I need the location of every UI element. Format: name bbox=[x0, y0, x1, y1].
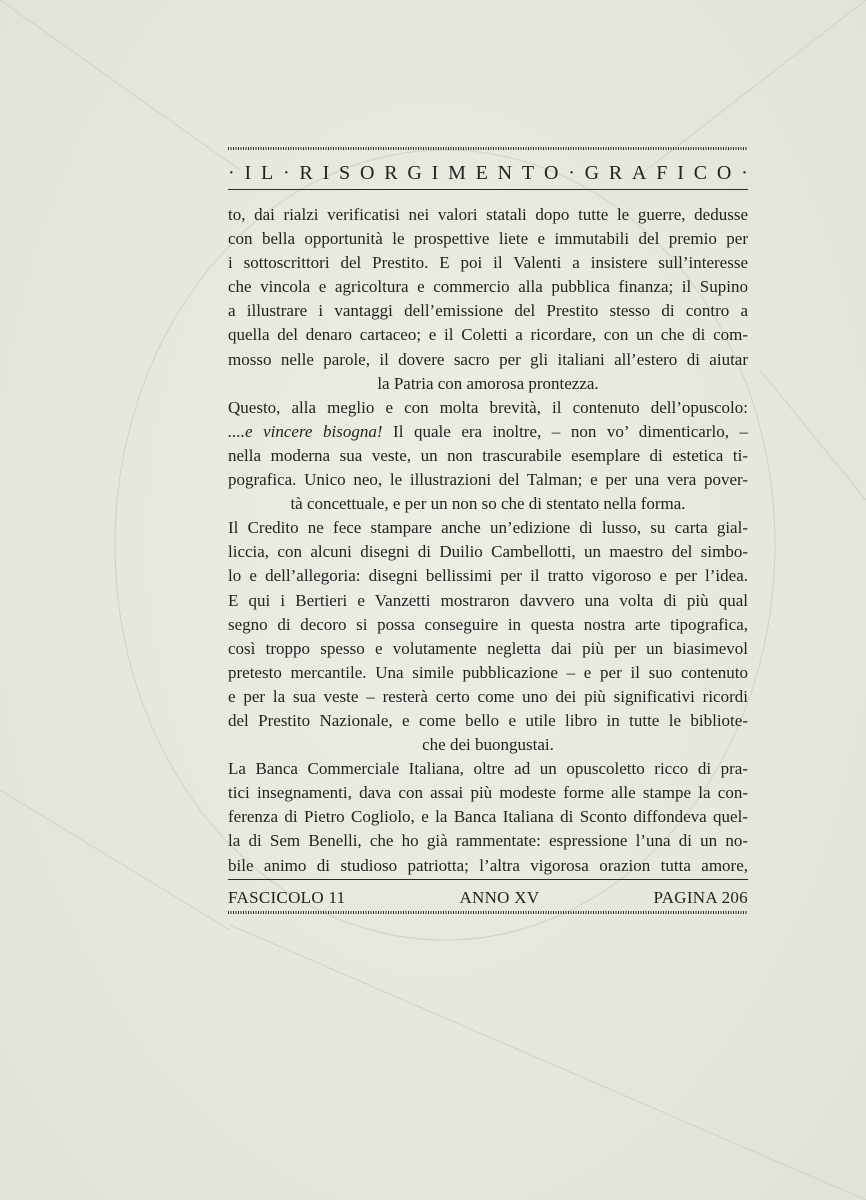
running-head-letter: · bbox=[568, 161, 575, 184]
footer-fascicolo: FASCICOLO 11 bbox=[228, 888, 346, 907]
running-head-letter: M bbox=[448, 161, 466, 184]
text-line: La Banca Commerciale Italiana, oltre ad un opuscoletto ricco di pra- bbox=[228, 759, 748, 779]
running-head-letter: I bbox=[322, 161, 330, 184]
text-line: ferenza di Pietro Cogliolo, e la Banca Italiana di Sconto diffondeva quel- bbox=[228, 807, 748, 827]
running-head-letter: · bbox=[228, 161, 235, 184]
text-line: pografica. Unico neo, le illustrazioni del Talman; e per una vera pover- bbox=[228, 470, 748, 490]
text-line: nella moderna sua veste, un non trascurabile esemplare di estetica ti- bbox=[228, 445, 748, 465]
text-line: to, dai rialzi verificatisi nei valori statali dopo tutte le guerre, dedusse bbox=[228, 205, 748, 224]
text-line: Il Credito ne fece stampare anche un’edizione di lusso, su carta gial- bbox=[228, 518, 748, 538]
text-line: mosso nelle parole, il dovere sacro per gli italiani all’estero di aiutar bbox=[228, 349, 748, 369]
running-head-letter: I bbox=[677, 161, 684, 184]
header-solid-rule bbox=[228, 189, 748, 190]
footer-solid-rule bbox=[228, 879, 748, 880]
footer-anno: ANNO XV bbox=[459, 888, 540, 907]
article-body bbox=[228, 203, 748, 878]
text-line: a illustrare i vantaggi dell’emissione del Prestito stesso di contro a bbox=[228, 301, 748, 321]
text-line: liccia, con alcuni disegni di Duilio Cambellotti, un maestro del simbo- bbox=[228, 542, 748, 562]
running-head-letter: I bbox=[244, 161, 252, 184]
running-head bbox=[228, 160, 748, 186]
text-line: i sottoscrittori del Prestito. E poi il Valenti a insistere sull’interesse bbox=[228, 253, 748, 273]
text-line: E qui i Bertieri e Vanzetti mostraron davvero una volta di più qual bbox=[228, 590, 748, 610]
running-head-letter: O bbox=[359, 161, 375, 184]
italic-phrase: ....e vincere bisogna! bbox=[228, 421, 383, 441]
text-line: che dei buongustai. bbox=[422, 735, 554, 755]
text-line: quella del denaro cartaceo; e il Coletti a ricordare, con un che di com- bbox=[228, 325, 748, 345]
text-line: tà concettuale, e per un non so che di stentato nella forma. bbox=[290, 494, 686, 514]
running-head-letter: A bbox=[632, 161, 647, 184]
footer-dotted-rule bbox=[228, 911, 748, 914]
text-line: tici insegnamenti, dava con assai più modeste forme alle stampe la con- bbox=[228, 783, 748, 803]
page-footer bbox=[228, 886, 748, 910]
running-head-letter: O bbox=[716, 161, 732, 184]
text-line: e per la sua veste – resterà certo come uno dei più significativi ricordi bbox=[228, 686, 748, 706]
text-line: Questo, alla meglio e con molta brevità, il contenuto dell’opuscolo: bbox=[228, 397, 748, 417]
text-line-rest: Il quale era inoltre, – non vo’ dimenticarlo, – bbox=[382, 421, 748, 441]
running-head-letter: · bbox=[741, 161, 748, 184]
text-line: così troppo spesso e volutamente negletta dai più per un biasimevol bbox=[228, 638, 748, 658]
header-dotted-rule bbox=[228, 147, 748, 150]
text-line: del Prestito Nazionale, e come bello e utile libro in tutte le bibliote- bbox=[228, 710, 748, 730]
running-head-letter: E bbox=[475, 161, 488, 184]
text-line: che vincola e agricoltura e commercio alla pubblica finanza; il Supino bbox=[228, 277, 748, 297]
text-line: bile animo di studioso patriotta; l’altra vigorosa orazion tutta amore, bbox=[228, 855, 748, 875]
running-head-letter: F bbox=[656, 161, 668, 184]
running-head-letter: L bbox=[260, 161, 274, 184]
running-head-letter: T bbox=[521, 161, 535, 184]
running-head-letter: O bbox=[543, 161, 559, 184]
running-head-letter: G bbox=[407, 161, 422, 184]
text-line: lo e dell’allegoria: disegni bellissimi per il tratto vigoroso e per l’idea. bbox=[228, 566, 748, 586]
text-line bbox=[228, 420, 748, 444]
running-head-letter: N bbox=[497, 161, 513, 184]
running-head-letter: C bbox=[693, 161, 708, 184]
text-line: segno di decoro si possa conseguire in questa nostra arte tipografica, bbox=[228, 614, 748, 634]
running-head-letter: G bbox=[584, 161, 600, 184]
text-line: pretesto mercantile. Una simile pubblicazione – e per il suo contenuto bbox=[228, 662, 748, 682]
text-line: con bella opportunità le prospettive liete e immutabili del premio per bbox=[228, 229, 748, 249]
running-head-letter: · bbox=[282, 161, 290, 184]
running-head-letter: R bbox=[384, 161, 398, 184]
running-head-letter: I bbox=[431, 161, 439, 184]
text-line: la Patria con amorosa prontezza. bbox=[377, 373, 599, 393]
running-head-letter: R bbox=[608, 161, 623, 184]
running-head-letter: S bbox=[339, 161, 351, 184]
text-line: la di Sem Benelli, che ho già rammentate: espressione l’una di un no- bbox=[228, 831, 748, 851]
running-head-letter: R bbox=[299, 161, 313, 184]
footer-pagina: PAGINA 206 bbox=[653, 888, 748, 907]
